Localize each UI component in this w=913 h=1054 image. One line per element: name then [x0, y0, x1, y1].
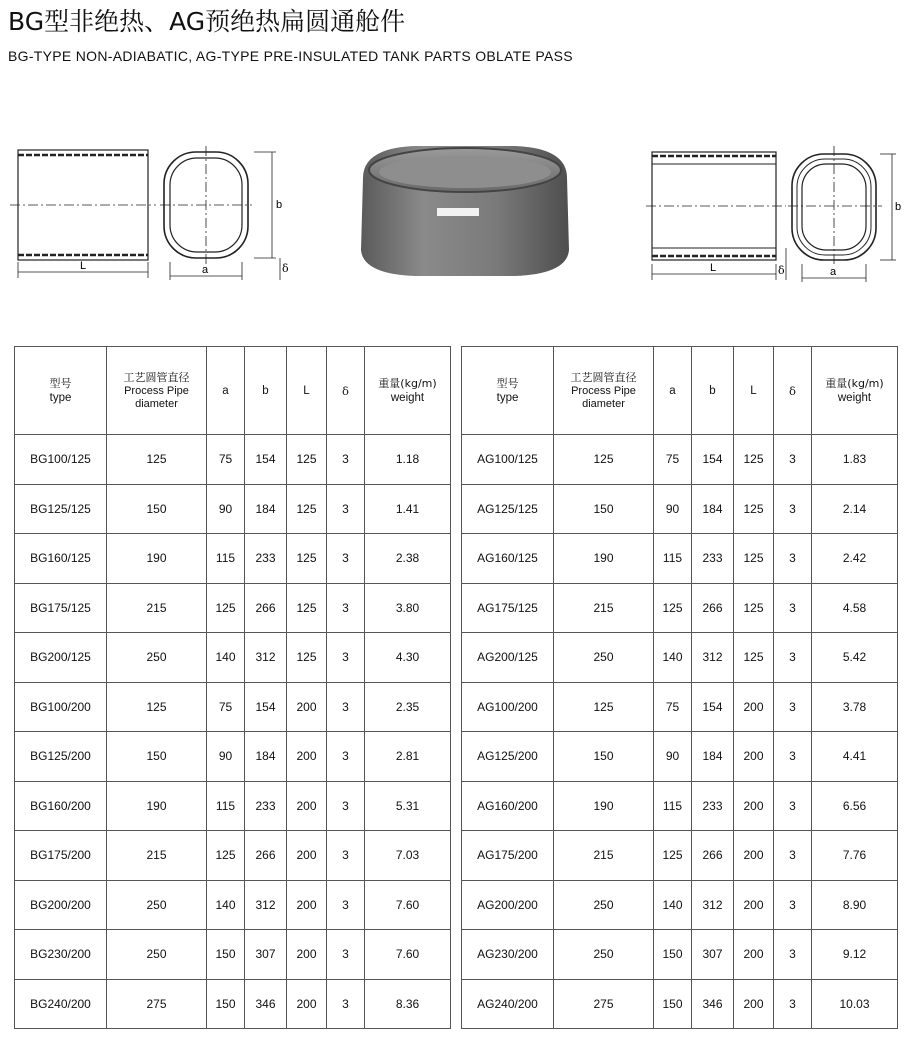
cell-a: 90: [654, 732, 692, 782]
cell-pipe: 150: [107, 732, 207, 782]
cell-a: 150: [654, 979, 692, 1029]
cell-type: AG200/125: [462, 633, 554, 683]
cell-b: 233: [245, 781, 287, 831]
cell-weight: 2.42: [812, 534, 898, 584]
table-row: [15, 930, 451, 980]
cell-L: 125: [287, 534, 327, 584]
cell-pipe: 125: [554, 435, 654, 485]
cell-a: 140: [654, 633, 692, 683]
cell-delta: 3: [774, 930, 812, 980]
cell-b: 266: [692, 583, 734, 633]
cell-L: 125: [734, 435, 774, 485]
cell-b: 184: [692, 484, 734, 534]
cell-a: 90: [207, 732, 245, 782]
cell-delta: 3: [327, 484, 365, 534]
cell-type: BG230/200: [15, 930, 107, 980]
cell-weight: 4.58: [812, 583, 898, 633]
cell-delta: 3: [327, 781, 365, 831]
cell-weight: 1.18: [365, 435, 451, 485]
cell-type: BG125/125: [15, 484, 107, 534]
table-row: [462, 583, 898, 633]
table-row: [462, 880, 898, 930]
table-row: [15, 682, 451, 732]
ag-label-b: b: [895, 201, 902, 213]
table-row: [15, 781, 451, 831]
cell-L: 200: [734, 979, 774, 1029]
cell-a: 140: [207, 633, 245, 683]
cell-a: 125: [654, 831, 692, 881]
cell-pipe: 250: [554, 880, 654, 930]
cell-b: 233: [692, 781, 734, 831]
ag-drawing: [646, 140, 908, 290]
cell-L: 125: [734, 583, 774, 633]
header-type: 型号 type: [462, 347, 554, 435]
cell-delta: 3: [774, 633, 812, 683]
cell-L: 200: [734, 930, 774, 980]
cell-pipe: 215: [107, 831, 207, 881]
cell-pipe: 190: [107, 781, 207, 831]
cell-L: 200: [287, 682, 327, 732]
cell-pipe: 250: [554, 930, 654, 980]
cell-weight: 5.42: [812, 633, 898, 683]
cell-weight: 2.38: [365, 534, 451, 584]
bg-label-delta: δ: [282, 262, 289, 275]
cell-weight: 10.03: [812, 979, 898, 1029]
cell-a: 90: [207, 484, 245, 534]
cell-delta: 3: [327, 831, 365, 881]
cell-weight: 1.83: [812, 435, 898, 485]
bg-drawing-svg: [10, 140, 300, 290]
cell-a: 140: [207, 880, 245, 930]
header-delta: δ: [327, 347, 365, 435]
cell-b: 307: [245, 930, 287, 980]
ag-label-a: a: [830, 266, 837, 278]
header-b: b: [692, 347, 734, 435]
bg-drawing: [10, 140, 300, 290]
cell-a: 125: [654, 583, 692, 633]
cell-type: BG240/200: [15, 979, 107, 1029]
cell-L: 200: [287, 781, 327, 831]
cell-weight: 5.31: [365, 781, 451, 831]
table-row: [15, 435, 451, 485]
cell-delta: 3: [774, 831, 812, 881]
cell-weight: 9.12: [812, 930, 898, 980]
cell-b: 346: [245, 979, 287, 1029]
cell-L: 125: [734, 484, 774, 534]
cell-weight: 7.76: [812, 831, 898, 881]
cell-pipe: 190: [554, 534, 654, 584]
cell-type: AG100/200: [462, 682, 554, 732]
table-row: [15, 583, 451, 633]
header-delta: δ: [774, 347, 812, 435]
cell-L: 200: [734, 682, 774, 732]
bg-header-row: [15, 347, 451, 435]
table-row: [462, 682, 898, 732]
cell-a: 115: [207, 534, 245, 584]
cell-weight: 1.41: [365, 484, 451, 534]
table-row: [462, 781, 898, 831]
table-row: [462, 979, 898, 1029]
bg-spec-table: [14, 346, 451, 1029]
cell-pipe: 215: [554, 831, 654, 881]
cell-a: 150: [207, 930, 245, 980]
cell-L: 200: [734, 732, 774, 782]
cell-delta: 3: [327, 435, 365, 485]
table-row: [462, 534, 898, 584]
header-b: b: [245, 347, 287, 435]
table-row: [15, 633, 451, 683]
cell-a: 115: [654, 781, 692, 831]
cell-weight: 4.41: [812, 732, 898, 782]
cell-L: 125: [287, 583, 327, 633]
cell-pipe: 190: [554, 781, 654, 831]
ag-label-L: L: [710, 262, 717, 274]
cell-b: 184: [692, 732, 734, 782]
cell-a: 75: [207, 435, 245, 485]
cell-delta: 3: [327, 732, 365, 782]
cell-delta: 3: [774, 583, 812, 633]
cell-b: 312: [692, 633, 734, 683]
cell-L: 200: [287, 979, 327, 1029]
cell-a: 75: [654, 435, 692, 485]
header-pipe: 工艺圆管直径 Process Pipe diameter: [107, 347, 207, 435]
cell-weight: 6.56: [812, 781, 898, 831]
cell-b: 346: [692, 979, 734, 1029]
cell-b: 266: [245, 583, 287, 633]
product-photo: [355, 140, 575, 280]
cell-L: 200: [287, 930, 327, 980]
cell-pipe: 275: [107, 979, 207, 1029]
header-L: L: [287, 347, 327, 435]
product-photo-svg: [355, 140, 575, 280]
cell-b: 266: [692, 831, 734, 881]
table-row: [15, 831, 451, 881]
cell-delta: 3: [327, 979, 365, 1029]
cell-b: 312: [692, 880, 734, 930]
header-L: L: [734, 347, 774, 435]
cell-weight: 2.35: [365, 682, 451, 732]
cell-L: 125: [734, 534, 774, 584]
header-weight: 重量(kg/m) weight: [812, 347, 898, 435]
cell-b: 154: [692, 435, 734, 485]
cell-pipe: 125: [107, 435, 207, 485]
bg-label-a: a: [202, 264, 209, 276]
table-row: [15, 979, 451, 1029]
cell-b: 184: [245, 484, 287, 534]
cell-weight: 2.14: [812, 484, 898, 534]
cell-type: BG160/125: [15, 534, 107, 584]
table-row: [462, 831, 898, 881]
cell-a: 150: [207, 979, 245, 1029]
cell-L: 200: [287, 831, 327, 881]
cell-type: AG175/125: [462, 583, 554, 633]
cell-L: 200: [734, 880, 774, 930]
cell-pipe: 125: [107, 682, 207, 732]
cell-pipe: 215: [107, 583, 207, 633]
cell-delta: 3: [327, 534, 365, 584]
cell-delta: 3: [774, 682, 812, 732]
cell-pipe: 150: [554, 732, 654, 782]
cell-delta: 3: [774, 781, 812, 831]
cell-type: BG100/125: [15, 435, 107, 485]
cell-type: BG125/200: [15, 732, 107, 782]
cell-a: 140: [654, 880, 692, 930]
cell-a: 115: [654, 534, 692, 584]
cell-L: 125: [734, 633, 774, 683]
page-title: BG型非绝热、AG预绝热扁圆通舱件: [8, 7, 406, 36]
cell-a: 125: [207, 831, 245, 881]
cell-b: 233: [245, 534, 287, 584]
cell-type: AG160/125: [462, 534, 554, 584]
cell-type: AG100/125: [462, 435, 554, 485]
table-row: [462, 732, 898, 782]
bg-label-b: b: [276, 199, 283, 211]
cell-type: AG200/200: [462, 880, 554, 930]
table-row: [462, 633, 898, 683]
cell-delta: 3: [774, 435, 812, 485]
cell-type: AG175/200: [462, 831, 554, 881]
table-row: [15, 484, 451, 534]
cell-type: AG230/200: [462, 930, 554, 980]
cell-a: 115: [207, 781, 245, 831]
cell-a: 90: [654, 484, 692, 534]
cell-pipe: 150: [107, 484, 207, 534]
cell-pipe: 250: [107, 930, 207, 980]
cell-type: AG125/200: [462, 732, 554, 782]
cell-pipe: 190: [107, 534, 207, 584]
cell-pipe: 215: [554, 583, 654, 633]
cell-type: BG200/200: [15, 880, 107, 930]
cell-type: AG125/125: [462, 484, 554, 534]
cell-weight: 8.90: [812, 880, 898, 930]
cell-L: 125: [287, 435, 327, 485]
header-pipe: 工艺圆管直径 Process Pipe diameter: [554, 347, 654, 435]
cell-b: 312: [245, 633, 287, 683]
cell-type: BG200/125: [15, 633, 107, 683]
cell-b: 154: [245, 682, 287, 732]
cell-delta: 3: [774, 880, 812, 930]
cell-delta: 3: [327, 583, 365, 633]
cell-L: 200: [287, 880, 327, 930]
cell-L: 200: [287, 732, 327, 782]
cell-delta: 3: [327, 682, 365, 732]
header-a: a: [207, 347, 245, 435]
table-row: [15, 880, 451, 930]
cell-weight: 3.80: [365, 583, 451, 633]
cell-L: 125: [287, 633, 327, 683]
cell-pipe: 250: [107, 633, 207, 683]
page-subtitle: BG-TYPE NON-ADIABATIC, AG-TYPE PRE-INSULATED TANK PARTS OBLATE PASS: [8, 48, 573, 64]
cell-delta: 3: [774, 534, 812, 584]
cell-type: BG175/125: [15, 583, 107, 633]
cell-a: 150: [654, 930, 692, 980]
table-row: [462, 435, 898, 485]
table-row: [462, 484, 898, 534]
cell-delta: 3: [774, 732, 812, 782]
cell-weight: 3.78: [812, 682, 898, 732]
cell-weight: 7.60: [365, 880, 451, 930]
ag-drawing-svg: [646, 140, 908, 290]
cell-weight: 7.60: [365, 930, 451, 980]
cell-a: 125: [207, 583, 245, 633]
cell-weight: 7.03: [365, 831, 451, 881]
cell-pipe: 250: [107, 880, 207, 930]
table-row: [462, 930, 898, 980]
cell-type: AG240/200: [462, 979, 554, 1029]
cell-weight: 2.81: [365, 732, 451, 782]
cell-pipe: 275: [554, 979, 654, 1029]
table-row: [15, 732, 451, 782]
cell-delta: 3: [327, 880, 365, 930]
cell-b: 312: [245, 880, 287, 930]
ag-header-row: [462, 347, 898, 435]
cell-type: BG175/200: [15, 831, 107, 881]
cell-delta: 3: [774, 484, 812, 534]
cell-b: 266: [245, 831, 287, 881]
cell-type: AG160/200: [462, 781, 554, 831]
cell-pipe: 250: [554, 633, 654, 683]
header-type: 型号 type: [15, 347, 107, 435]
ag-spec-table: [461, 346, 898, 1029]
cell-b: 154: [692, 682, 734, 732]
table-row: [15, 534, 451, 584]
cell-b: 184: [245, 732, 287, 782]
cell-b: 154: [245, 435, 287, 485]
cell-L: 200: [734, 831, 774, 881]
header-a: a: [654, 347, 692, 435]
product-label-plate: [437, 208, 479, 216]
cell-pipe: 150: [554, 484, 654, 534]
cell-b: 233: [692, 534, 734, 584]
cell-b: 307: [692, 930, 734, 980]
cell-a: 75: [207, 682, 245, 732]
cell-type: BG160/200: [15, 781, 107, 831]
cell-type: BG100/200: [15, 682, 107, 732]
cell-delta: 3: [327, 633, 365, 683]
cell-weight: 4.30: [365, 633, 451, 683]
cell-delta: 3: [774, 979, 812, 1029]
cell-pipe: 125: [554, 682, 654, 732]
ag-label-delta: δ: [778, 264, 785, 277]
cell-delta: 3: [327, 930, 365, 980]
bg-label-L: L: [80, 260, 87, 272]
cell-L: 200: [734, 781, 774, 831]
cell-L: 125: [287, 484, 327, 534]
cell-weight: 8.36: [365, 979, 451, 1029]
cell-a: 75: [654, 682, 692, 732]
header-weight: 重量(kg/m) weight: [365, 347, 451, 435]
